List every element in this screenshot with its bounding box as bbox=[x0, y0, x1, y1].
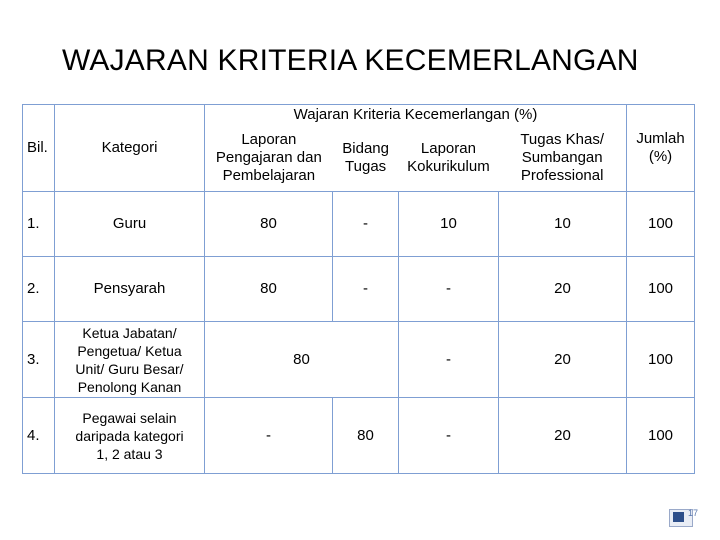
criteria-table bbox=[22, 104, 695, 474]
row-bidang-tugas: - bbox=[333, 257, 399, 322]
header-weight-group bbox=[205, 105, 627, 192]
presentation-nav-icon[interactable] bbox=[673, 512, 684, 522]
row-kokurikulum: - bbox=[399, 322, 499, 398]
header-group-label: Wajaran Kriteria Kecemerlangan (%) bbox=[293, 106, 538, 123]
row-kokurikulum: - bbox=[399, 257, 499, 322]
row-kokurikulum: - bbox=[399, 398, 499, 474]
page-number: 17 bbox=[688, 508, 699, 518]
table-row bbox=[23, 192, 695, 257]
row-laporan-pdp: 80 bbox=[205, 257, 333, 322]
row-kokurikulum: 10 bbox=[399, 192, 499, 257]
header-tugas-khas: Tugas Khas/ Sumbangan Professional bbox=[520, 131, 604, 184]
row-bil: 1. bbox=[23, 192, 55, 257]
row-merged-pdp-bidang: 80 bbox=[205, 322, 399, 398]
row-kategori: Ketua Jabatan/ Pengetua/ Ketua Unit/ Guru Besar/ Penolong Kanan bbox=[55, 322, 205, 398]
row-laporan-pdp: - bbox=[205, 398, 333, 474]
table-row bbox=[23, 322, 695, 398]
row-bil: 3. bbox=[23, 322, 55, 398]
header-bil: Bil. bbox=[23, 105, 55, 192]
page-title: WAJARAN KRITERIA KECEMERLANGAN bbox=[62, 44, 639, 77]
row-tugas-khas: 10 bbox=[499, 192, 627, 257]
row-bil: 2. bbox=[23, 257, 55, 322]
row-jumlah: 100 bbox=[627, 322, 695, 398]
header-kategori: Kategori bbox=[55, 105, 205, 192]
row-jumlah: 100 bbox=[627, 398, 695, 474]
table-row bbox=[23, 257, 695, 322]
header-laporan-kokurikulum: Laporan Kokurikulum bbox=[407, 140, 490, 175]
row-jumlah: 100 bbox=[627, 257, 695, 322]
row-tugas-khas: 20 bbox=[499, 257, 627, 322]
row-bidang-tugas: - bbox=[333, 192, 399, 257]
row-tugas-khas: 20 bbox=[499, 322, 627, 398]
header-jumlah: Jumlah (%) bbox=[627, 105, 695, 192]
table-row bbox=[23, 398, 695, 474]
row-bil: 4. bbox=[23, 398, 55, 474]
row-bidang-tugas: 80 bbox=[333, 398, 399, 474]
row-laporan-pdp: 80 bbox=[205, 192, 333, 257]
row-kategori: Pegawai selain daripada kategori 1, 2 atau 3 bbox=[55, 398, 205, 474]
header-bidang-tugas: Bidang Tugas bbox=[342, 140, 389, 175]
row-jumlah: 100 bbox=[627, 192, 695, 257]
header-subcolumns bbox=[205, 125, 626, 191]
header-row bbox=[23, 105, 695, 192]
row-kategori: Guru bbox=[55, 192, 205, 257]
row-kategori: Pensyarah bbox=[55, 257, 205, 322]
header-laporan-pdp: Laporan Pengajaran dan Pembelajaran bbox=[215, 131, 322, 184]
row-tugas-khas: 20 bbox=[499, 398, 627, 474]
